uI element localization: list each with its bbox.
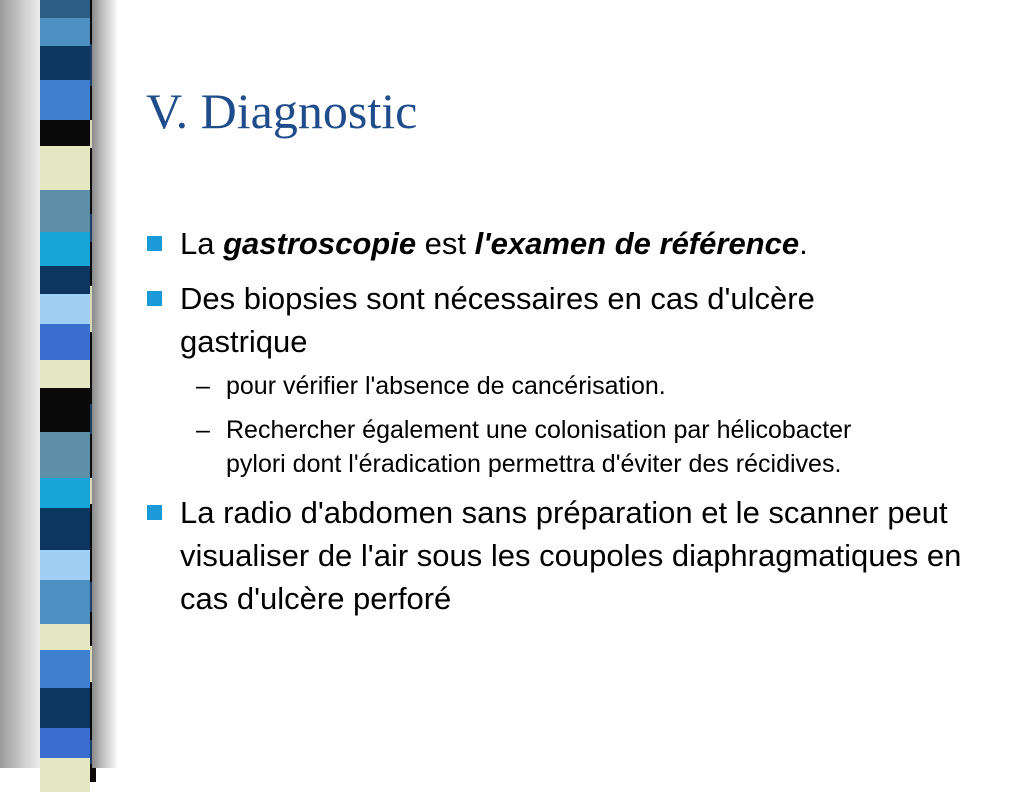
slide-body (146, 222, 986, 632)
strip-block (40, 580, 90, 624)
strip-block (40, 324, 90, 360)
bullet-text-suffix: . (799, 226, 808, 261)
strip-block (40, 266, 90, 294)
strip-block (40, 550, 90, 580)
bullet-text-emphasis-reference: l'examen de référence (474, 226, 800, 261)
bullet-text-middle: est (416, 226, 475, 261)
strip-block (40, 624, 90, 650)
strip-block (40, 478, 90, 508)
strip-block (40, 688, 90, 728)
slide-title: V. Diagnostic (146, 83, 418, 139)
square-bullet-icon (147, 291, 162, 306)
square-bullet-icon (147, 505, 162, 520)
strip-block (40, 508, 90, 550)
bullet-text: La radio d'abdomen sans préparation et le scanner peut visualiser de l'air sous les coupoles diaphragmatiques en cas d'ulcère perforé (180, 495, 962, 616)
strip-block (40, 120, 90, 146)
bullet-text-prefix: La (180, 226, 224, 261)
dash-bullet-icon: – (196, 416, 210, 444)
strip-block (40, 0, 90, 18)
strip-block (40, 46, 90, 80)
strip-block (40, 18, 90, 46)
sub-bullet-text: pour vérifier l'absence de cancérisation. (226, 372, 666, 400)
strip-block (40, 190, 90, 232)
strip-block (40, 758, 90, 792)
strip-shadow (92, 0, 118, 768)
sub-bullet-text: Rechercher également une colonisation par hélicobacter pylori dont l'éradication permettra d'éviter des récidives. (226, 416, 852, 478)
bullet-text-emphasis-gastroscopie: gastroscopie (223, 226, 417, 261)
bullet-text: Des biopsies sont nécessaires en cas d'ulcère gastrique (180, 281, 815, 359)
strip-inner-shadow (0, 0, 40, 768)
strip-block (40, 728, 90, 758)
decorative-side-strip (0, 0, 120, 768)
strip-column-outer (40, 0, 90, 768)
bullet-gastroscopie (146, 222, 986, 265)
strip-block (40, 232, 90, 266)
sub-bullet-helicobacter (146, 413, 866, 481)
dash-bullet-icon: – (196, 372, 210, 400)
strip-block (40, 294, 90, 324)
sub-bullet-cancerisation (146, 369, 986, 403)
strip-block (40, 432, 90, 478)
strip-block (40, 146, 90, 190)
square-bullet-icon (147, 236, 162, 251)
strip-block (40, 388, 90, 432)
strip-block (40, 650, 90, 688)
strip-block (40, 360, 90, 388)
strip-block (40, 80, 90, 120)
bullet-radio-scanner (146, 491, 980, 620)
bullet-biopsies (146, 277, 870, 363)
